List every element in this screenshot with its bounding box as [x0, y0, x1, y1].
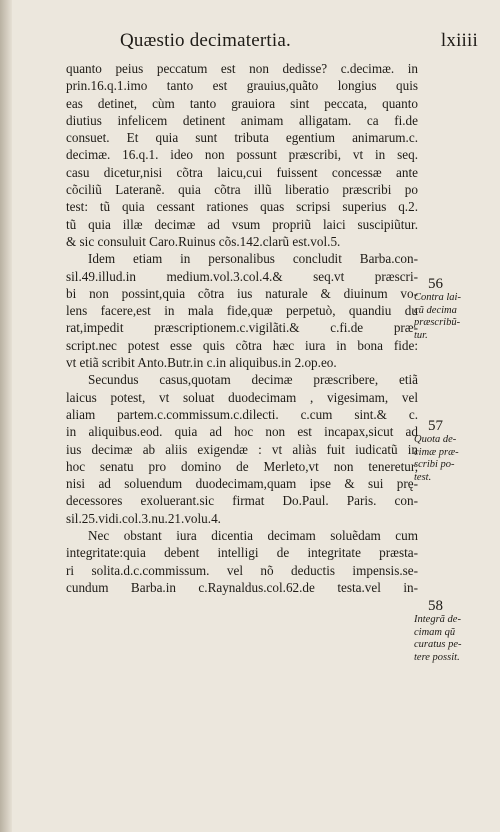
- text-line: eas detinet, cùm tanto grauiora sint peccata, quanto: [66, 95, 418, 111]
- text-line: test: tũ quia cessant rationes quas scripsi superius q.2.: [66, 199, 418, 215]
- text-line: diutius infelicem detinent animam alligatam. ca fi.de: [66, 112, 418, 128]
- text-line: cundum Barba.in c.Raynaldus.col.62.de testa.vel in-: [66, 579, 418, 595]
- folio-number: lxiiii: [440, 30, 478, 51]
- note-gloss-line: curatus pe-: [414, 639, 462, 650]
- text-line: script.nec potest esse quis cõtra hæc iura in bona fide:: [66, 337, 418, 353]
- page-gutter: [0, 0, 12, 832]
- note-gloss-line: scribi po-: [414, 459, 455, 470]
- text-line: decessores exoluerant.sic firmat Do.Paul. Paris. con-: [66, 493, 418, 509]
- note-gloss-line: cimam qũ: [414, 626, 456, 638]
- running-title: Quæstio decimatertia.: [120, 30, 291, 51]
- main-text-block: [66, 60, 418, 596]
- paragraph-start-line: Nec obstant iura dicentia decimam soluẽdam cum: [88, 528, 418, 544]
- text-line: ri solita.d.c.commissum. vel nõ deductis impensis.se-: [66, 562, 418, 578]
- text-line: hoc senatu pro domino de Merleto,vt non teneretur,: [66, 458, 418, 474]
- text-line: vt etiã scribit Anto.Butr.in c.in aliquibus.in 2.op.eo.: [66, 355, 337, 371]
- text-line: tũ quia illæ decimæ ad vsum propriũ laici suscipiũtur.: [66, 216, 418, 232]
- note-gloss-line: tere possit.: [414, 651, 460, 663]
- note-number: 57: [428, 418, 443, 434]
- marginal-note: [414, 276, 494, 342]
- text-line: sil.25.vidi.col.3.nu.21.volu.4.: [66, 510, 221, 526]
- text-line: nisi ad soluendum duodecimam,quam ipse & sui prę-: [66, 476, 418, 492]
- marginal-note: [414, 418, 494, 484]
- text-line: ius decimæ ab aliis exigendæ : vt aliàs fuit iudicatũ in: [66, 441, 418, 457]
- text-line: lens facere,est in mala fide,quæ perpetuò, quandiu du: [66, 303, 418, 319]
- text-line: aliam partem.c.commissum.c.dilecti. c.cum sint.& c.: [66, 406, 418, 422]
- note-gloss-line: cũ decima: [414, 304, 457, 316]
- note-gloss-line: Contra lai-: [414, 292, 461, 303]
- note-gloss-line: Quota de-: [414, 434, 457, 445]
- text-line: bi non possint,quia cõtra ius naturale & diuinum vo-: [66, 285, 418, 301]
- text-line: rat,impedit præscriptionem.c.vigilãti.& c.fi.de præ-: [66, 320, 418, 336]
- paragraph-start-line: Idem etiam in personalibus concludit Barba.con-: [88, 251, 418, 267]
- text-line: casu dicetur,nisi cõtra laicu,cui fuissent concessæ ante: [66, 164, 418, 180]
- note-gloss-line: tur.: [414, 329, 428, 341]
- text-line: prin.16.q.1.imo tanto est grauius,quãto longius quis: [66, 78, 418, 94]
- text-line: & sic consuluit Caro.Ruinus cõs.142.clarũ est.vol.5.: [66, 233, 341, 249]
- text-line: in aliquibus.eod. quia ad hoc non est incapax,sicut ad: [66, 424, 418, 440]
- paragraph-start-line: Secundus casus,quotam decimæ præscribere, etiã: [88, 372, 418, 388]
- text-line: decimæ. 16.q.1. ideo non possunt præscribi, vt in seq.: [66, 147, 418, 163]
- note-gloss-line: præscribũ-: [414, 317, 461, 328]
- text-line: laicus potest, vt soluat duodecimam , vigesimam, vel: [66, 389, 418, 405]
- text-line: sil.49.illud.in medium.vol.3.col.4.& seq.vt præscri-: [66, 268, 418, 284]
- note-gloss-line: Integrã de-: [414, 614, 461, 625]
- text-line: quanto peius peccatum est non dedisse? c.decimæ. in: [66, 61, 418, 76]
- text-line: integritate:quia debent intelligi de integritate præsta-: [66, 545, 418, 561]
- text-line: consuet. Et quia sunt tributa egentium animarum.c.: [66, 130, 418, 146]
- note-gloss-line: cimæ præ-: [414, 446, 459, 458]
- text-line: cõciliũ Lateranẽ. quia cõtra illũ liberatio præscribi po: [66, 182, 418, 198]
- note-number: 56: [428, 276, 443, 292]
- note-gloss-line: test.: [414, 471, 432, 483]
- running-header: [120, 30, 478, 52]
- note-number: 58: [428, 598, 443, 614]
- marginal-note: [414, 598, 494, 664]
